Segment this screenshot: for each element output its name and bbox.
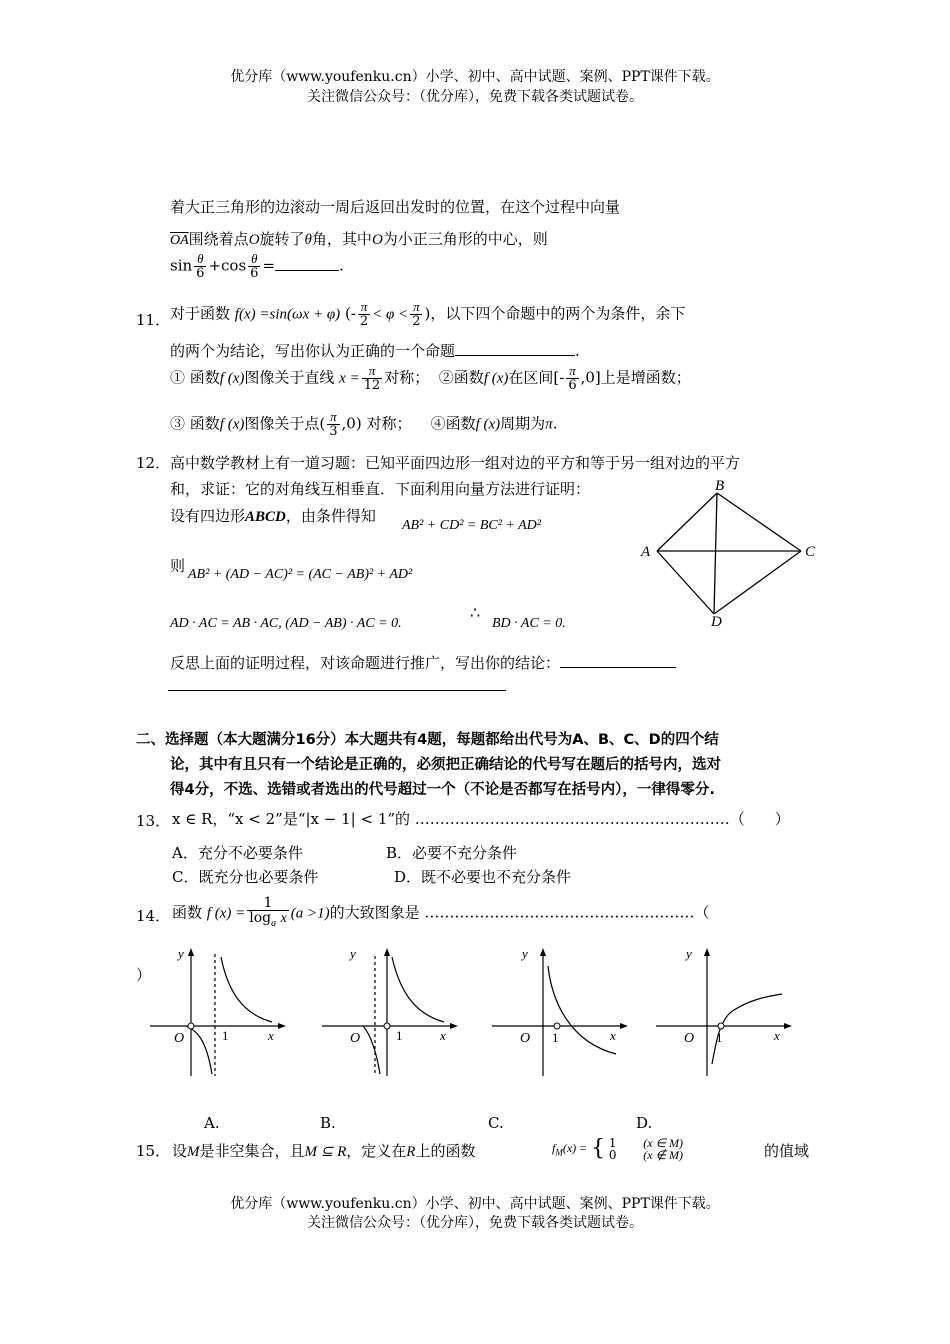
axis-x-label: x bbox=[610, 1028, 616, 1043]
q13-option-b[interactable]: B．必要不充分条件 bbox=[386, 844, 518, 862]
axis-x-label: x bbox=[268, 1028, 274, 1043]
tick-one: 1 bbox=[396, 1028, 403, 1043]
axis-x-label: x bbox=[774, 1028, 780, 1043]
edge-ab bbox=[657, 493, 717, 551]
graph-label-a[interactable]: A. bbox=[204, 1114, 220, 1132]
origin-label: O bbox=[174, 1031, 185, 1046]
q11-proposition-1-2: ① 函数f (x)图像关于直线 x = $\frac{\pi}{12}$ 对称； ②函数f (x)在区间[- $\frac{\pi}{6}$ ,0]上是增函数； bbox=[170, 363, 691, 393]
tick-one: 1 bbox=[716, 1030, 723, 1045]
section2-line3: 得4分，不选、选错或者选出的代号超过一个（不论是否都写在括号内），一律得零分. bbox=[170, 782, 715, 798]
edge-bc bbox=[717, 493, 801, 551]
q12-line2: 和，求证：它的对角线互相垂直．下面利用向量方法进行证明： bbox=[170, 480, 591, 498]
q12-equation-4: BD · AC = 0. bbox=[492, 616, 566, 631]
graph-b[interactable] bbox=[320, 942, 460, 1082]
q12-number: 12． bbox=[136, 454, 171, 472]
axis-y-label: y bbox=[522, 946, 528, 961]
q10-expression: sin $\frac{\theta}{6}$ +cos $\frac{\theta}{6}$ = . bbox=[170, 251, 344, 281]
answer-blank[interactable] bbox=[560, 653, 676, 668]
quadrilateral-figure bbox=[635, 472, 825, 632]
answer-blank[interactable] bbox=[455, 341, 575, 356]
label-a: A bbox=[641, 544, 651, 560]
axis-y-label: y bbox=[350, 946, 356, 961]
graph-c[interactable] bbox=[490, 942, 630, 1082]
q10-text-line2: $\overline{OA}$围绕着点O旋转了θ角，其中O为小正三角形的中心，则 bbox=[170, 230, 548, 248]
label-c: C bbox=[805, 544, 816, 560]
q12-then: 则 bbox=[170, 557, 186, 575]
q12-equation-3: AD · AC = AB · AC, (AD − AB) · AC = 0. bbox=[170, 616, 402, 631]
q13-stem: x ∈ R，“x < 2”是“|x − 1| < 1”的 ………………………………………………………（ ） bbox=[172, 810, 790, 828]
q11-number: 11． bbox=[136, 311, 171, 329]
header-line-1: 优分库（www.youfenku.cn）小学、初中、高中试题、案例、PPT课件下载。 bbox=[230, 69, 720, 85]
q14-number: 14． bbox=[136, 907, 171, 925]
label-d: D bbox=[711, 614, 722, 630]
q12-equation-1: AB² + CD² = BC² + AD² bbox=[402, 518, 541, 533]
section2-line1: 二、选择题（本大题满分16分）本大题共有4题，每题都给出代号为A、B、C、D的四个结 bbox=[136, 732, 719, 748]
footer-line-1: 优分库（www.youfenku.cn）小学、初中、高中试题、案例、PPT课件下载。 bbox=[230, 1196, 720, 1212]
q12-reflect: 反思上面的证明过程，对该命题进行推广，写出你的结论： bbox=[170, 652, 676, 673]
origin-label: O bbox=[520, 1031, 531, 1046]
graph-d[interactable] bbox=[654, 942, 794, 1082]
vector-oa: $\overline{OA}$ bbox=[170, 233, 189, 248]
header-line-2: 关注微信公众号：（优分库），免费下载各类试题试卷。 bbox=[307, 89, 643, 105]
tick-one: 1 bbox=[552, 1030, 559, 1045]
graph-label-b[interactable]: B. bbox=[320, 1114, 336, 1132]
graph-label-d[interactable]: D. bbox=[636, 1114, 653, 1132]
section2-line2: 论，其中有且只有一个结论是正确的，必须把正确结论的代号写在题后的括号内，选对 bbox=[170, 757, 721, 773]
edge-da bbox=[657, 551, 714, 614]
diagonal-bd bbox=[714, 493, 717, 614]
tick-one: 1 bbox=[222, 1028, 229, 1043]
graph-label-c[interactable]: C. bbox=[488, 1114, 504, 1132]
q11-line1: 对于函数 f(x) =sin(ωx + φ) (- $\frac{\pi}{2}$ < φ < $\frac{\pi}{2}$ )，以下四个命题中的两个为条件，余下 bbox=[170, 299, 686, 329]
q12-equation-2: AB² + (AD − AC)² = (AC − AB)² + AD² bbox=[188, 567, 413, 582]
q14-stem: 函数 f (x) = $\frac{1}{\log_a x}$ (a >1)的大致图象是 ………………………………………………（ bbox=[172, 895, 710, 929]
origin-label: O bbox=[684, 1031, 695, 1046]
graph-a[interactable] bbox=[148, 942, 288, 1082]
q13-number: 13． bbox=[136, 812, 171, 830]
q14-close-paren: ） bbox=[136, 966, 152, 984]
q10-text-line1: 着大正三角形的边滚动一周后返回出发时的位置，在这个过程中向量 bbox=[170, 198, 621, 216]
answer-blank-line[interactable] bbox=[168, 690, 506, 691]
q15-number: 15． bbox=[136, 1142, 171, 1160]
q12-line3: 设有四边形ABCD，由条件得知 bbox=[170, 507, 376, 525]
origin-label: O bbox=[350, 1031, 361, 1046]
therefore-symbol: ∴ bbox=[470, 603, 481, 622]
axis-y-label: y bbox=[178, 946, 184, 961]
axis-x-label: x bbox=[440, 1028, 446, 1043]
q15-piecewise-function: $f_M(x)$ = { 1 (x ∈ M) 0 (x ∉ M) bbox=[552, 1135, 684, 1162]
label-b: B bbox=[715, 478, 725, 494]
q15-stem-end: 的值域 bbox=[764, 1142, 810, 1160]
q13-option-c[interactable]: C．既充分也必要条件 bbox=[172, 868, 319, 886]
q11-proposition-3-4: ③ 函数f (x)图像关于点( $\frac{\pi}{3}$ ,0) 对称； ④函数f (x)周期为π. bbox=[170, 409, 558, 439]
footer-line-2: 关注微信公众号：（优分库），免费下载各类试题试卷。 bbox=[307, 1215, 643, 1231]
q11-line2: 的两个为结论，写出你认为正确的一个命题 . bbox=[170, 342, 580, 360]
q13-option-a[interactable]: A．充分不必要条件 bbox=[172, 844, 303, 862]
q12-line1: 高中数学教材上有一道习题：已知平面四边形一组对边的平方和等于另一组对边的平方 bbox=[170, 454, 741, 472]
answer-blank[interactable] bbox=[275, 256, 339, 271]
q15-stem: 设M是非空集合，且M ⊆ R，定义在R上的函数 bbox=[172, 1142, 476, 1160]
axis-y-label: y bbox=[686, 946, 692, 961]
edge-cd bbox=[714, 551, 801, 614]
q13-option-d[interactable]: D．既不必要也不充分条件 bbox=[394, 868, 572, 886]
